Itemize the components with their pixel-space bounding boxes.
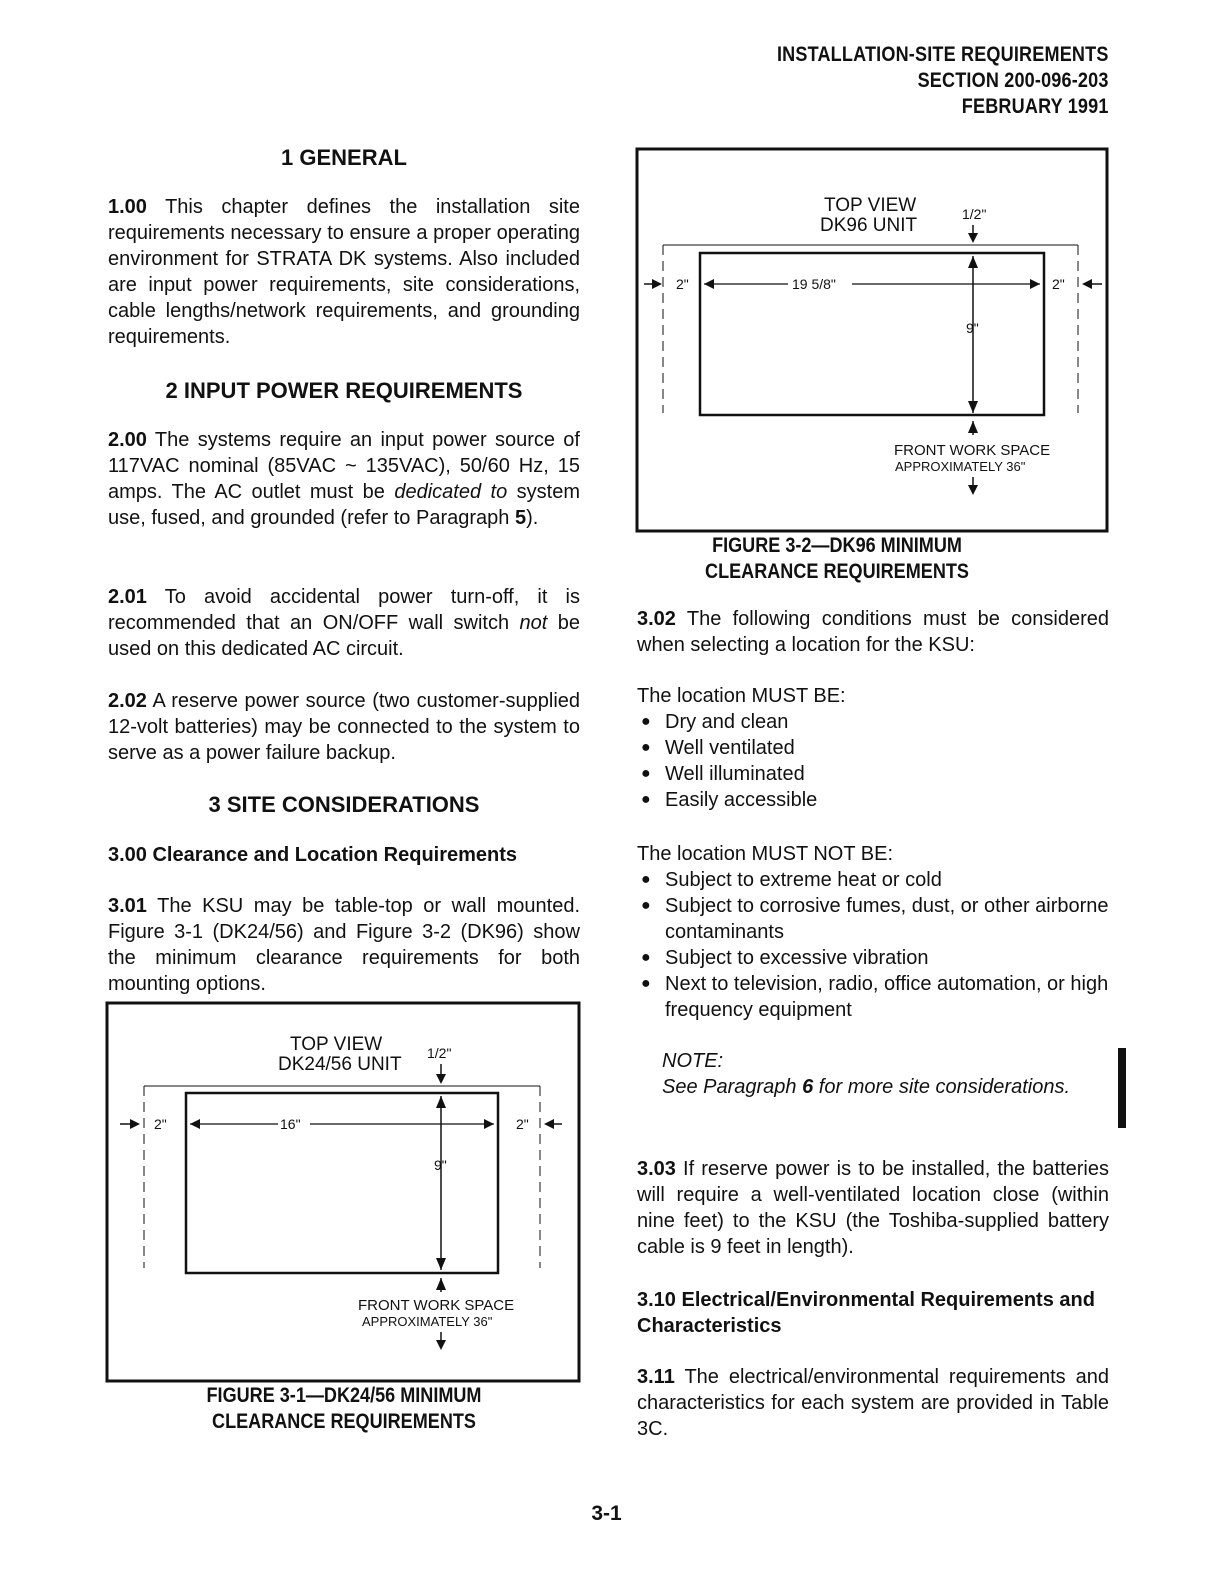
heading-site-considerations: 3 SITE CONSIDERATIONS xyxy=(208,792,480,817)
arrow-right-icon xyxy=(484,1119,494,1129)
unit-outline xyxy=(700,253,1044,415)
arrow-right-icon xyxy=(130,1119,140,1129)
caption-line: CLEARANCE REQUIREMENTS xyxy=(705,560,969,583)
list-item: ● Next to television, radio, office automation, or high frequency equipment xyxy=(637,971,1109,1023)
fig-label-front-space: FRONT WORK SPACE xyxy=(894,442,1051,459)
must-not-block xyxy=(637,841,1109,1023)
para-2-02 xyxy=(108,688,580,766)
fig-label-side-left: 2" xyxy=(154,1116,167,1132)
para-1-00 xyxy=(108,194,580,350)
fig-label-side-right: 2" xyxy=(516,1116,529,1132)
arrow-right-icon xyxy=(652,279,662,289)
arrow-left-icon xyxy=(190,1119,200,1129)
para-text: ). xyxy=(526,507,539,529)
para-number: 3.02 xyxy=(637,608,676,630)
must-be-list xyxy=(637,709,1109,813)
para-number: 1.00 xyxy=(108,196,147,218)
para-text: The KSU may be table-top or wall mounted. Figure 3-1 (DK24/56) and Figure 3-2 (DK96) show the minimum clearance requirements for both mounting options. xyxy=(108,895,580,995)
header-title: INSTALLATION-SITE REQUIREMENTS xyxy=(777,43,1109,66)
list-intro: The location MUST NOT BE: xyxy=(637,843,894,865)
list-item: ● Easily accessible xyxy=(637,787,1109,813)
para-number: 2.02 xyxy=(108,690,147,712)
arrow-left-icon xyxy=(704,279,714,289)
heading-3-00: 3.00 Clearance and Location Requirements xyxy=(108,844,518,866)
caption-line: CLEARANCE REQUIREMENTS xyxy=(212,1410,476,1433)
para-text: The systems require an input power source of 117VAC nominal (85VAC ~ 135VAC), 50/60 Hz, 15 amps. The AC outlet must be xyxy=(108,429,580,503)
arrow-left-icon xyxy=(1082,279,1092,289)
fig-label-width: 19 5/8" xyxy=(792,276,836,292)
fig-label-approx: APPROXIMATELY 36" xyxy=(895,459,1026,474)
para-3-11 xyxy=(637,1364,1109,1442)
arrow-down-icon xyxy=(436,1258,446,1270)
page-number: 3-1 xyxy=(591,1502,622,1525)
fig-label-approx: APPROXIMATELY 36" xyxy=(362,1314,493,1329)
caption-line: FIGURE 3-2—DK96 MINIMUM xyxy=(712,534,962,557)
figure-3-1-caption xyxy=(108,1383,580,1435)
para-text: If reserve power is to be installed, the batteries will require a well-ventilated location close (within nine feet) to the KSU (the Toshiba-supplied battery cable is 9 feet in length). xyxy=(637,1158,1109,1258)
figure-3-2-caption xyxy=(637,533,1037,585)
para-number: 2.01 xyxy=(108,586,147,608)
para-text: This chapter defines the installation site requirements necessary to ensure a proper operating environment for STRATA DK systems. Also included are input power requirements, site considerations, cable lengths/network requirements, and grounding requirements. xyxy=(108,196,580,348)
unit-outline xyxy=(186,1093,498,1273)
para-number: 3.01 xyxy=(108,895,147,917)
para-text: To avoid accidental power turn-off, it is recommended that an ON/OFF wall switch xyxy=(108,586,580,634)
list-item: ● Subject to excessive vibration xyxy=(637,945,1109,971)
caption-line: FIGURE 3-1—DK24/56 MINIMUM xyxy=(206,1384,482,1407)
fig-label-half-inch: 1/2" xyxy=(962,206,987,222)
para-text: The electrical/environmental requirements and characteristics for each system are provided in Table 3C. xyxy=(637,1366,1109,1440)
fig-label-unit: DK96 UNIT xyxy=(820,215,918,236)
para-3-02 xyxy=(637,606,1109,658)
note-text: See Paragraph xyxy=(662,1076,797,1098)
arrow-down-icon xyxy=(968,401,978,413)
change-bar xyxy=(1118,1048,1126,1128)
fig-label-top-view: TOP VIEW xyxy=(824,195,917,216)
list-item: ● Well illuminated xyxy=(637,761,1109,787)
figure-3-2-diagram xyxy=(630,143,1116,535)
list-item: ● Dry and clean xyxy=(637,709,1109,735)
heading-general: 1 GENERAL xyxy=(281,145,407,170)
para-text: system use, fused, and grounded (refer to Paragraph xyxy=(108,481,580,529)
para-text: A reserve power source (two customer-supplied 12-volt batteries) may be connected to the system to serve as a power failure backup. xyxy=(108,690,581,764)
fig-label-unit: DK24/56 UNIT xyxy=(278,1054,402,1075)
list-item: ● Subject to extreme heat or cold xyxy=(637,867,1109,893)
fig-label-side-right: 2" xyxy=(1052,276,1065,292)
arrow-down-icon xyxy=(436,1340,446,1350)
para-3-03 xyxy=(637,1156,1109,1260)
note-text: for more site considerations. xyxy=(818,1076,1071,1098)
note-block xyxy=(662,1048,1092,1100)
list-item: ● Well ventilated xyxy=(637,735,1109,761)
note-reference: 6 xyxy=(802,1076,814,1098)
para-emphasis: not xyxy=(519,612,548,634)
header-date: FEBRUARY 1991 xyxy=(962,95,1109,118)
fig-label-depth: 9" xyxy=(434,1157,447,1173)
fig-label-width: 16" xyxy=(280,1116,301,1132)
header-section: SECTION 200-096-203 xyxy=(918,69,1109,92)
figure-3-1-diagram xyxy=(100,1000,590,1386)
fig-label-side-left: 2" xyxy=(676,276,689,292)
arrow-down-icon xyxy=(968,233,978,243)
fig-label-depth: 9" xyxy=(966,320,979,336)
arrow-left-icon xyxy=(544,1119,554,1129)
arrow-up-icon xyxy=(436,1096,446,1108)
list-intro: The location MUST BE: xyxy=(637,685,846,707)
arrow-down-icon xyxy=(436,1074,446,1084)
para-text: The following conditions must be considered when selecting a location for the KSU: xyxy=(637,608,1109,656)
list-item: ● Subject to corrosive fumes, dust, or other airborne contaminants xyxy=(637,893,1109,945)
para-number: 2.00 xyxy=(108,429,147,451)
fig-label-top-view: TOP VIEW xyxy=(290,1034,383,1055)
arrow-down-icon xyxy=(968,485,978,495)
must-be-block xyxy=(637,683,1109,813)
para-reference: 5 xyxy=(514,507,527,529)
arrow-right-icon xyxy=(1030,279,1040,289)
para-text: be used on this dedicated AC circuit. xyxy=(108,612,580,660)
para-number: 3.11 xyxy=(637,1366,675,1388)
para-number: 3.03 xyxy=(637,1158,676,1180)
para-emphasis: dedicated to xyxy=(394,481,508,503)
fig-label-front-space: FRONT WORK SPACE xyxy=(358,1297,515,1314)
left-column xyxy=(108,145,580,171)
must-not-list xyxy=(637,867,1109,1023)
fig-label-half-inch: 1/2" xyxy=(427,1045,452,1061)
note-label: NOTE: xyxy=(662,1050,724,1072)
running-header xyxy=(723,42,1109,120)
heading-input-power: 2 INPUT POWER REQUIREMENTS xyxy=(165,378,523,403)
para-3-01 xyxy=(108,893,580,997)
para-2-00 xyxy=(108,427,580,531)
heading-3-10: 3.10 Electrical/Environmental Requirements and Characteristics xyxy=(637,1289,1095,1337)
arrow-up-icon xyxy=(968,256,978,268)
para-2-01 xyxy=(108,584,580,662)
